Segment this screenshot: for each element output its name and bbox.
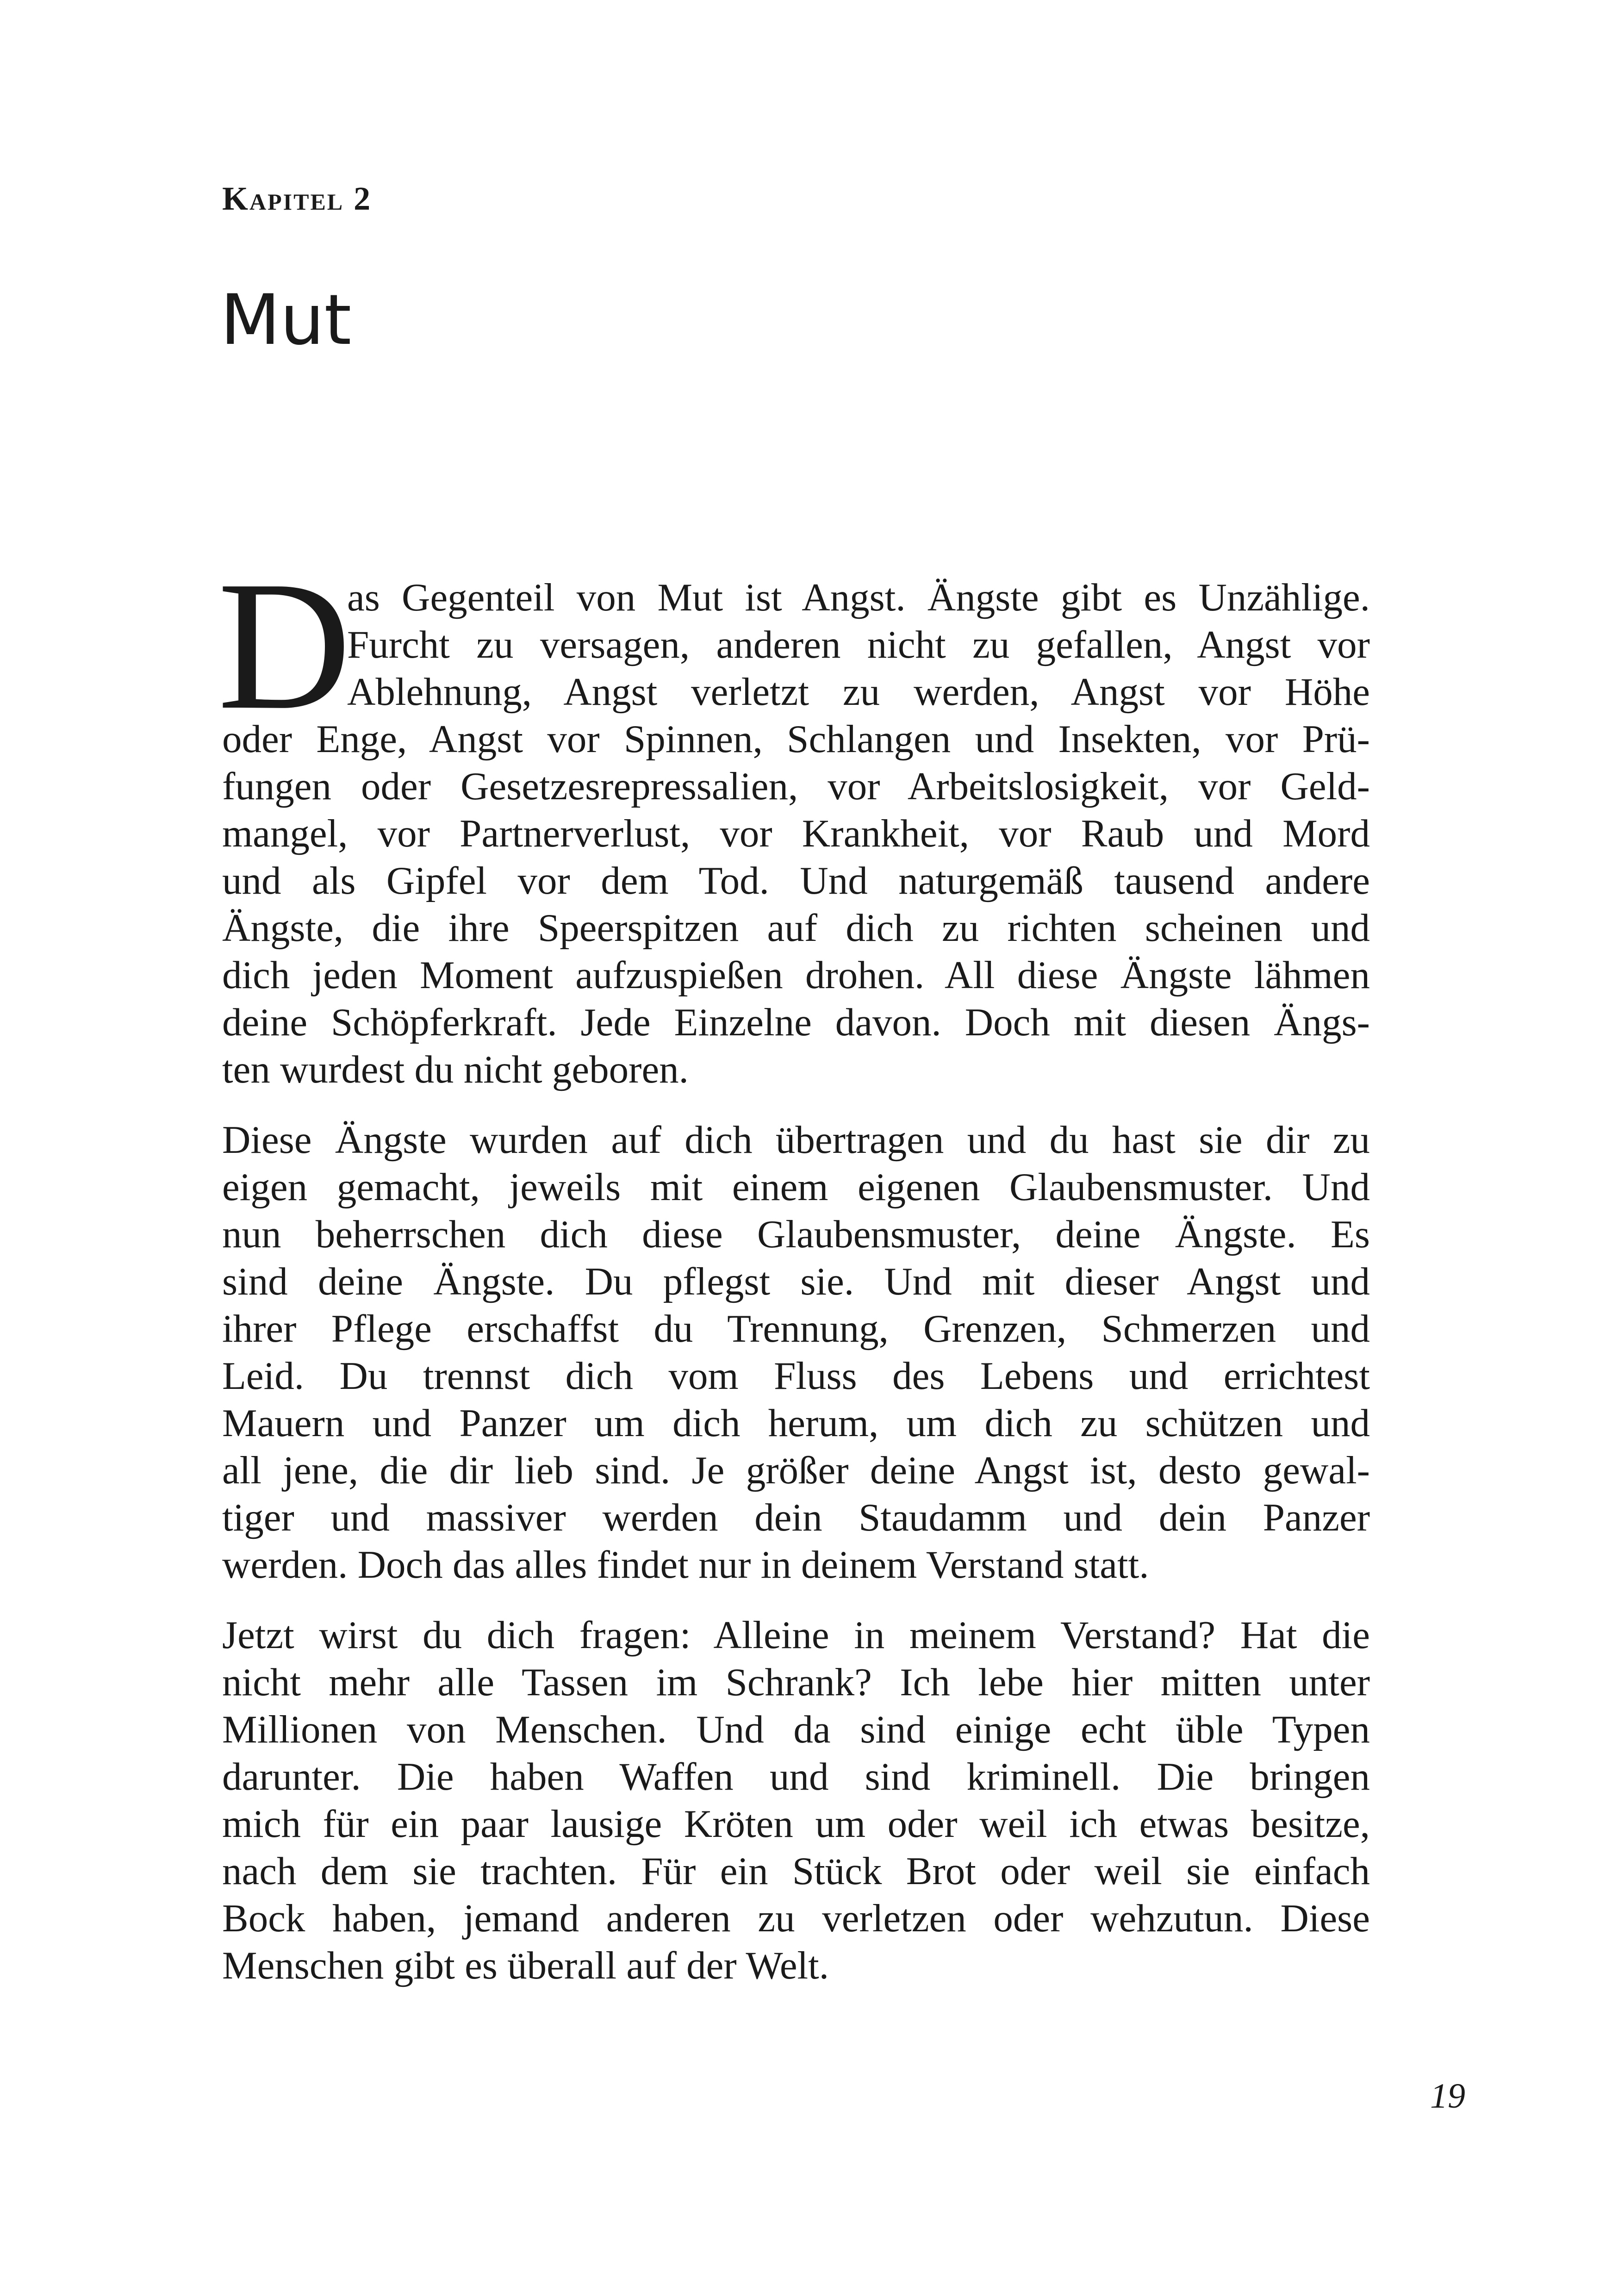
- text-line: dich jeden Moment aufzuspießen drohen. All diese Ängste lähmen: [222, 953, 1370, 997]
- text-line: ihrer Pflege erschaffst du Trennung, Grenzen, Schmerzen und: [222, 1307, 1370, 1350]
- text-line: Ablehnung, Angst verletzt zu werden, Angst vor Höhe: [347, 670, 1370, 714]
- paragraph-3: [222, 1612, 1370, 1989]
- text-line: werden. Doch das alles findet nur in deinem Verstand statt.: [222, 1543, 1149, 1587]
- text-line: Leid. Du trennst dich vom Fluss des Lebens und errichtest: [222, 1354, 1370, 1398]
- paragraph-1: [222, 574, 1370, 1093]
- text-line: as Gegenteil von Mut ist Angst. Ängste gibt es Unzählige.: [347, 576, 1370, 619]
- text-line: Mauern und Panzer um dich herum, um dich zu schützen und: [222, 1401, 1370, 1445]
- page-number: 19: [1430, 2077, 1465, 2116]
- text-line: nicht mehr alle Tassen im Schrank? Ich lebe hier mitten unter: [222, 1661, 1370, 1704]
- text-line: tiger und massiver werden dein Staudamm und dein Panzer: [222, 1496, 1370, 1539]
- text-line: all jene, die dir lieb sind. Je größer deine Angst ist, desto gewal-: [222, 1449, 1370, 1492]
- text-line: ten wurdest du nicht geboren.: [222, 1048, 689, 1091]
- text-line: und als Gipfel vor dem Tod. Und naturgemäß tausend andere: [222, 859, 1370, 902]
- text-line: oder Enge, Angst vor Spinnen, Schlangen und Insekten, vor Prü-: [222, 717, 1370, 761]
- drop-cap: D: [218, 543, 351, 748]
- chapter-label: Kapitel 2: [222, 180, 372, 217]
- text-line: Diese Ängste wurden auf dich übertragen und du hast sie dir zu: [222, 1118, 1370, 1162]
- text-line: eigen gemacht, jeweils mit einem eigenen Glaubensmuster. Und: [222, 1165, 1370, 1209]
- text-line: mich für ein paar lausige Kröten um oder weil ich etwas besitze,: [222, 1802, 1370, 1846]
- text-line: nach dem sie trachten. Für ein Stück Brot oder weil sie einfach: [222, 1849, 1370, 1893]
- body-text: [222, 574, 1370, 2012]
- text-line: Jetzt wirst du dich fragen: Alleine in meinem Verstand? Hat die: [222, 1613, 1370, 1657]
- paragraph-2: [222, 1116, 1370, 1588]
- text-line: Menschen gibt es überall auf der Welt.: [222, 1944, 829, 1987]
- text-line: mangel, vor Partnerverlust, vor Krankheit, vor Raub und Mord: [222, 812, 1370, 855]
- text-line: deine Schöpferkraft. Jede Einzelne davon. Doch mit diesen Ängs-: [222, 1001, 1370, 1044]
- text-line: Furcht zu versagen, anderen nicht zu gefallen, Angst vor: [347, 623, 1370, 666]
- text-line: sind deine Ängste. Du pflegst sie. Und mit dieser Angst und: [222, 1260, 1370, 1303]
- text-line: fungen oder Gesetzesrepressalien, vor Arbeitslosigkeit, vor Geld-: [222, 765, 1370, 808]
- text-line: Ängste, die ihre Speerspitzen auf dich zu richten scheinen und: [222, 906, 1370, 950]
- text-line: Millionen von Menschen. Und da sind einige echt üble Typen: [222, 1708, 1370, 1751]
- chapter-title: Mut: [220, 280, 352, 361]
- text-line: nun beherrschen dich diese Glaubensmuster, deine Ängste. Es: [222, 1213, 1370, 1256]
- text-line: darunter. Die haben Waffen und sind kriminell. Die bringen: [222, 1755, 1370, 1798]
- text-line: Bock haben, jemand anderen zu verletzen oder wehzutun. Diese: [222, 1897, 1370, 1940]
